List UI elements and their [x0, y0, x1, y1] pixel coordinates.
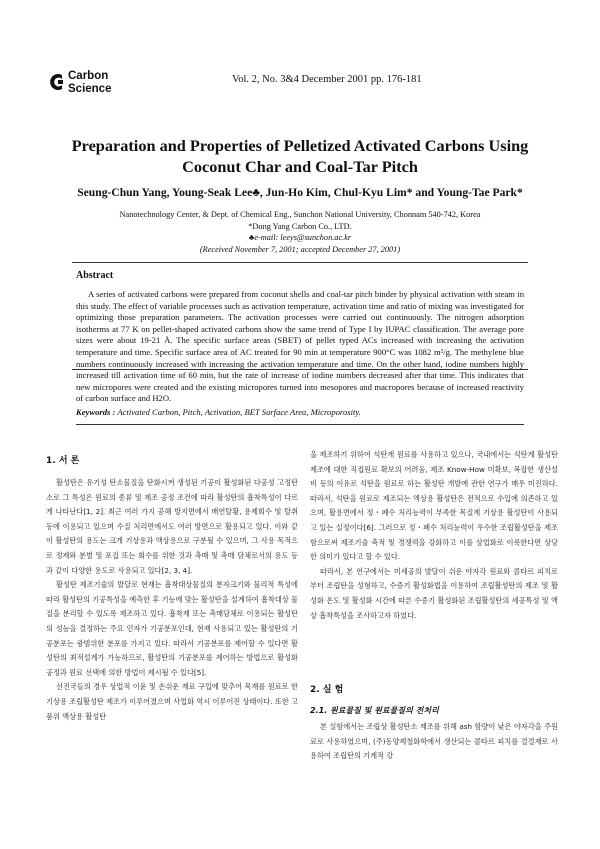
section-1-heading: 1. 서 론 — [46, 456, 80, 466]
keywords-text: Activated Carbon, Pitch, Activation, BET Surface Area, Microporosity. — [117, 407, 361, 417]
paper-title — [40, 135, 560, 177]
left-column — [46, 476, 298, 724]
title-line-2: Coconut Char and Coal-Tar Pitch — [182, 157, 418, 176]
logo-line-1: Carbon — [68, 70, 109, 82]
journal-logo — [48, 70, 128, 100]
section-2-paragraph-1: 본 실험에서는 조립상 활성탄소 제조를 위해 ash 함량이 낮은 야자각을 주원료로 사용하였으며, (주)동양제철화학에서 생산되는 콜타르 피치를 결결재로 사용하여 조립탄의 기계적 강 — [310, 722, 558, 761]
section-1-paragraph-1: 활성탄은 유기성 탄소물질을 탄화시켜 생성된 기공이 활성화된 다공성 고정탄소로 그 특성은 원료의 종류 및 제조 공정 조건에 따라 활성탄의 흡착특성이 다르게 나타난다[1, 2]. 최근 여러 가지 공해 방지면에서 배연탈황, 용제회수 및 탈취 등에 이용되고 있으며 수질 처리면에서도 여러 방면으로 활용되고 있다. 이와 같이 활성탄의 용도는 크게 기상용과 액상용으로 구분될 수 있으며, 그 사용 목적으로 정제와 분별 및 포집 또는 회수를 위한 것과 촉매 및 촉매 담체로서의 용도 등과 같이 다양한 용도로 사용되고 있다[2, 3, 4]. — [46, 478, 298, 575]
section-2-body — [310, 720, 558, 764]
right-column — [310, 448, 558, 623]
title-line-1: Preparation and Properties of Pelletized Activated Carbons Using — [71, 136, 529, 155]
divider — [76, 424, 524, 425]
keywords-label: Keywords : — [76, 407, 116, 417]
section-1-paragraph-3: 선진국들의 경우 상업적 이윤 및 손쉬운 재료 구입에 맞추어 목재를 원료로 한 기상용 조립활성탄 제조가 이루어졌으며 사업화 역시 이루어진 상태이다. 또한 고품위 액상용 활성탄 — [46, 682, 298, 721]
logo-line-2: Science — [68, 83, 112, 95]
carbon-science-logo-icon — [48, 72, 64, 92]
section-1-paragraph-2: 활성탄 제조기술의 발달로 현재는 흡착대상물질의 분자크기와 물리적 특성에 따라 활성탄의 기공특성을 예측한 후 기능에 맞는 활성탄을 설계하여 흡착대상 물질을 분리할 수 있도록 제조하고 있다. 흡착제 또는 촉매담체로 이용되는 활성탄의 성능을 결정하는 주요 인자가 기공분포인데, 현재 사용되고 있는 활성탄의 기공분포는 광범위한 분포를 가지고 있다. 따라서 기공분포를 제어할 수 있다면 활성탄의 최적설계가 가능하므로, 활성탄의 기공분포를 제어하는 방법으로 활성화 공정과 원료 선택에 의한 방법이 제시될 수 있다[5]. — [46, 580, 298, 677]
subsection-2-1-heading: 2.1. 원료물질 및 원료물질의 전처리 — [310, 706, 439, 715]
affiliation-secondary: *Dong Yang Carbon Co., LTD. — [248, 222, 352, 231]
journal-volume-info: Vol. 2, No. 3&4 December 2001 pp. 176-181 — [232, 74, 422, 85]
corresponding-email: ♣e-mail: leeys@sunchon.ac.kr — [248, 233, 352, 242]
section-1-paragraph-5: 따라서, 본 연구에서는 미세공의 발달이 쉬운 야자각 원료와 콜타르 피치로부터 조립탄을 성형하고, 수증기 활성화법을 이용하여 조립활성탄의 제조 및 활성화 온도 및 활성화 시간에 따른 수증기 활성화된 조립활성탄의 세공특성 및 액상 흡착특성을 조사하고자 하였다. — [310, 566, 558, 620]
section-2-heading: 2. 실 험 — [310, 685, 344, 695]
section-1-paragraph-4: 을 제조하기 위하여 석탄계 원료를 사용하고 있으나, 국내에서는 석탄계 활성탄 제조에 대한 직접원료 확보의 어려움, 제조 Know-How 미확보, 복잡한 생산설비 등의 이유로 석탄을 원료로 하는 활성탄 개발에 관한 연구가 매우 미진하다. 따라서, 석탄을 원료로 제조되는 액상용 활성탄은 전적으로 수입에 의존하고 있으며, 활용면에서 정・폐수 처리능력이 부족한 목질계 기상용 활성탄이 사용되고 있는 실정이다[6]. 그러므로 정・폐수 처리능력이 우수한 조립활성탄을 제조함으로써 제조기술 축적 및 경쟁력을 강화하고 이를 상업화로 이룩한다면 상당한 의미가 있다고 할 수 있다. — [310, 450, 558, 562]
author-list: Seung-Chun Yang, Young-Seak Lee♣, Jun-Ho Kim, Chul-Kyu Lim* and Young-Tae Park* — [77, 186, 523, 199]
keywords-line — [76, 407, 524, 417]
received-dates: (Received November 7, 2001; accepted December 27, 2001) — [199, 245, 401, 254]
affiliation: Nanotechnology Center, & Dept. of Chemical Eng., Sunchon National University, Chonnam 540-742, Korea — [119, 210, 481, 219]
abstract-text: A series of activated carbons were prepared from coconut shells and coal-tar pitch binder by physical activation with steam in this study. The effect of variable processes such as activation temperature, activation time and ratio of mixing was investigated for optimizing those preparation parameters. The activation processes were carried out continuously. The nitrogen adsorption isotherms at 77 K on pellet-shaped activated carbons show the same trend of Type I by IUPAC classification. The average pore sizes were about 19-21 Å. The specific surface areas (SBET) of pellet typed ACs increased with increasing the activation temperature and time. Specific surface area of AC treated for 90 min at temperature 900°C was 1082 m²/g. The methylene blue numbers continuously increased with increasing the activation temperature and time. On the other hand, iodine numbers highly increased till activation time of 60 min, but the rate of increase of iodine numbers decreased after that time. This indicates that new micropores were created and the existing micropores turned into mesopores and macropores because of increased reactivity of carbon surface and H2O. — [76, 289, 524, 404]
abstract-heading: Abstract — [76, 270, 114, 281]
